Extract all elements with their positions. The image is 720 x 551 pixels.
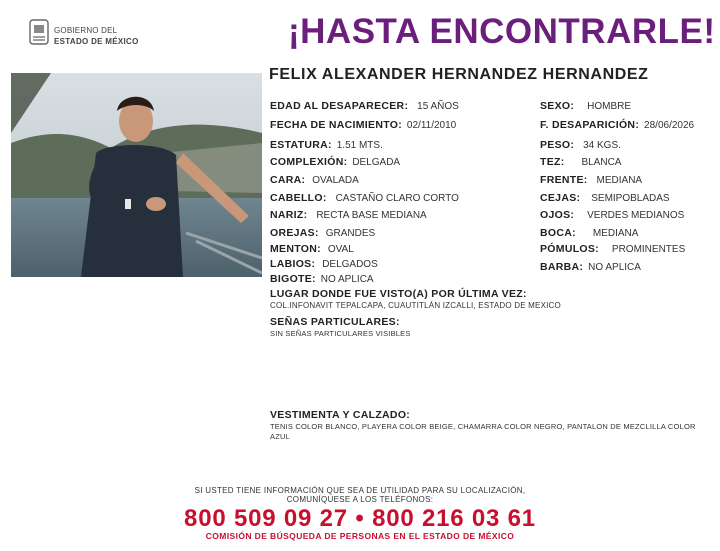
- person-name: FELIX ALEXANDER HERNANDEZ HERNANDEZ: [269, 66, 649, 83]
- field-value: OVALADA: [312, 175, 359, 186]
- field-value: SEMIPOBLADAS: [591, 193, 670, 204]
- field-label: EDAD AL DESAPARECER:: [270, 100, 409, 112]
- field-value: PROMINENTES: [611, 244, 686, 255]
- field-row: [540, 156, 621, 168]
- logo-line-2: ESTADO DE MÉXICO: [54, 37, 139, 46]
- field-row: [270, 227, 375, 239]
- field-value: HOMBRE: [587, 101, 632, 112]
- field-label: MENTON:: [270, 243, 321, 255]
- field-label: COMPLEXIÓN:: [270, 156, 348, 168]
- field-label: BOCA:: [540, 227, 576, 239]
- phone-numbers: 800 509 09 27 • 800 216 03 61: [184, 505, 536, 532]
- state-seal-icon: [28, 18, 50, 46]
- clothing-value-line2: AZUL: [270, 432, 290, 441]
- field-row: [270, 209, 427, 221]
- field-label: OREJAS:: [270, 227, 319, 239]
- field-label: BARBA:: [540, 261, 584, 273]
- field-label: PÓMULOS:: [540, 243, 599, 255]
- missing-person-photo: [11, 73, 262, 277]
- contact-instructions-line1: SI USTED TIENE INFORMACIÓN QUE SEA DE UTILIDAD PARA SU LOCALIZACIÓN,: [194, 486, 526, 495]
- field-row: [540, 209, 684, 221]
- field-value: MEDIANA: [592, 228, 639, 239]
- field-label: ESTATURA:: [270, 139, 332, 151]
- field-row: [270, 273, 374, 285]
- field-label: FRENTE:: [540, 174, 588, 186]
- field-value: GRANDES: [325, 228, 376, 239]
- field-label: FECHA DE NACIMIENTO:: [270, 119, 402, 131]
- field-value: 15 AÑOS: [417, 101, 459, 112]
- field-row: [540, 100, 631, 112]
- field-row: [270, 192, 459, 204]
- field-label: LABIOS:: [270, 258, 316, 270]
- commission-name: COMISIÓN DE BÚSQUEDA DE PERSONAS EN EL ESTADO DE MÉXICO: [205, 531, 515, 541]
- field-row: [270, 258, 378, 270]
- clothing-label: VESTIMENTA Y CALZADO:: [270, 409, 411, 421]
- field-value: 1.51 MTS.: [336, 140, 383, 151]
- logo-line-1: GOBIERNO DEL: [54, 26, 118, 35]
- field-row: [270, 139, 383, 151]
- marks-value: SIN SEÑAS PARTICULARES VISIBLES: [270, 329, 411, 338]
- field-value: CASTAÑO CLARO CORTO: [335, 193, 459, 204]
- field-label: BIGOTE:: [270, 273, 316, 285]
- field-row: [270, 156, 400, 168]
- field-row: [540, 174, 642, 186]
- clothing-value-line1: TENIS COLOR BLANCO, PLAYERA COLOR BEIGE, CHAMARRA COLOR NEGRO, PANTALON DE MEZCLILLA COLOR: [270, 422, 696, 431]
- field-row: [540, 119, 694, 131]
- field-label: CEJAS:: [540, 192, 581, 204]
- marks-label: SEÑAS PARTICULARES:: [270, 316, 400, 328]
- field-value: 28/06/2026: [644, 120, 695, 131]
- field-label: CABELLO:: [270, 192, 327, 204]
- field-label: TEZ:: [540, 156, 565, 168]
- field-value: 02/11/2010: [406, 120, 457, 131]
- field-row: [540, 192, 670, 204]
- field-value: VERDES MEDIANOS: [587, 210, 685, 221]
- field-row: [270, 174, 359, 186]
- field-row: [540, 227, 638, 239]
- field-value: NO APLICA: [588, 262, 641, 273]
- field-label: F. DESAPARICIÓN:: [540, 119, 640, 131]
- field-value: BLANCA: [581, 157, 622, 168]
- field-label: PESO:: [540, 139, 575, 151]
- last-seen-label: LUGAR DONDE FUE VISTO(A) POR ÚLTIMA VEZ:: [270, 288, 527, 300]
- headline: ¡HASTA ENCONTRARLE!: [288, 12, 716, 51]
- field-row: [540, 139, 621, 151]
- field-row: [540, 261, 641, 273]
- field-label: NARIZ:: [270, 209, 308, 221]
- field-value: RECTA BASE MEDIANA: [316, 210, 427, 221]
- field-row: [540, 243, 685, 255]
- field-row: [270, 243, 354, 255]
- field-label: OJOS:: [540, 209, 575, 221]
- field-value: OVAL: [327, 244, 354, 255]
- field-value: MEDIANA: [596, 175, 643, 186]
- field-row: [270, 119, 456, 131]
- field-label: SEXO:: [540, 100, 575, 112]
- field-label: CARA:: [270, 174, 306, 186]
- field-value: 34 KGS.: [583, 140, 621, 151]
- field-value: NO APLICA: [320, 274, 374, 285]
- field-value: DELGADA: [352, 157, 401, 168]
- contact-instructions-line2: COMUNÍQUESE A LOS TELÉFONOS:: [286, 495, 434, 504]
- field-row: [270, 100, 459, 112]
- last-seen-value: COL.INFONAVIT TEPALCAPA, CUAUTITLÁN IZCALLI, ESTADO DE MEXICO: [270, 301, 561, 310]
- field-value: DELGADOS: [322, 259, 378, 270]
- government-logo: [28, 18, 148, 50]
